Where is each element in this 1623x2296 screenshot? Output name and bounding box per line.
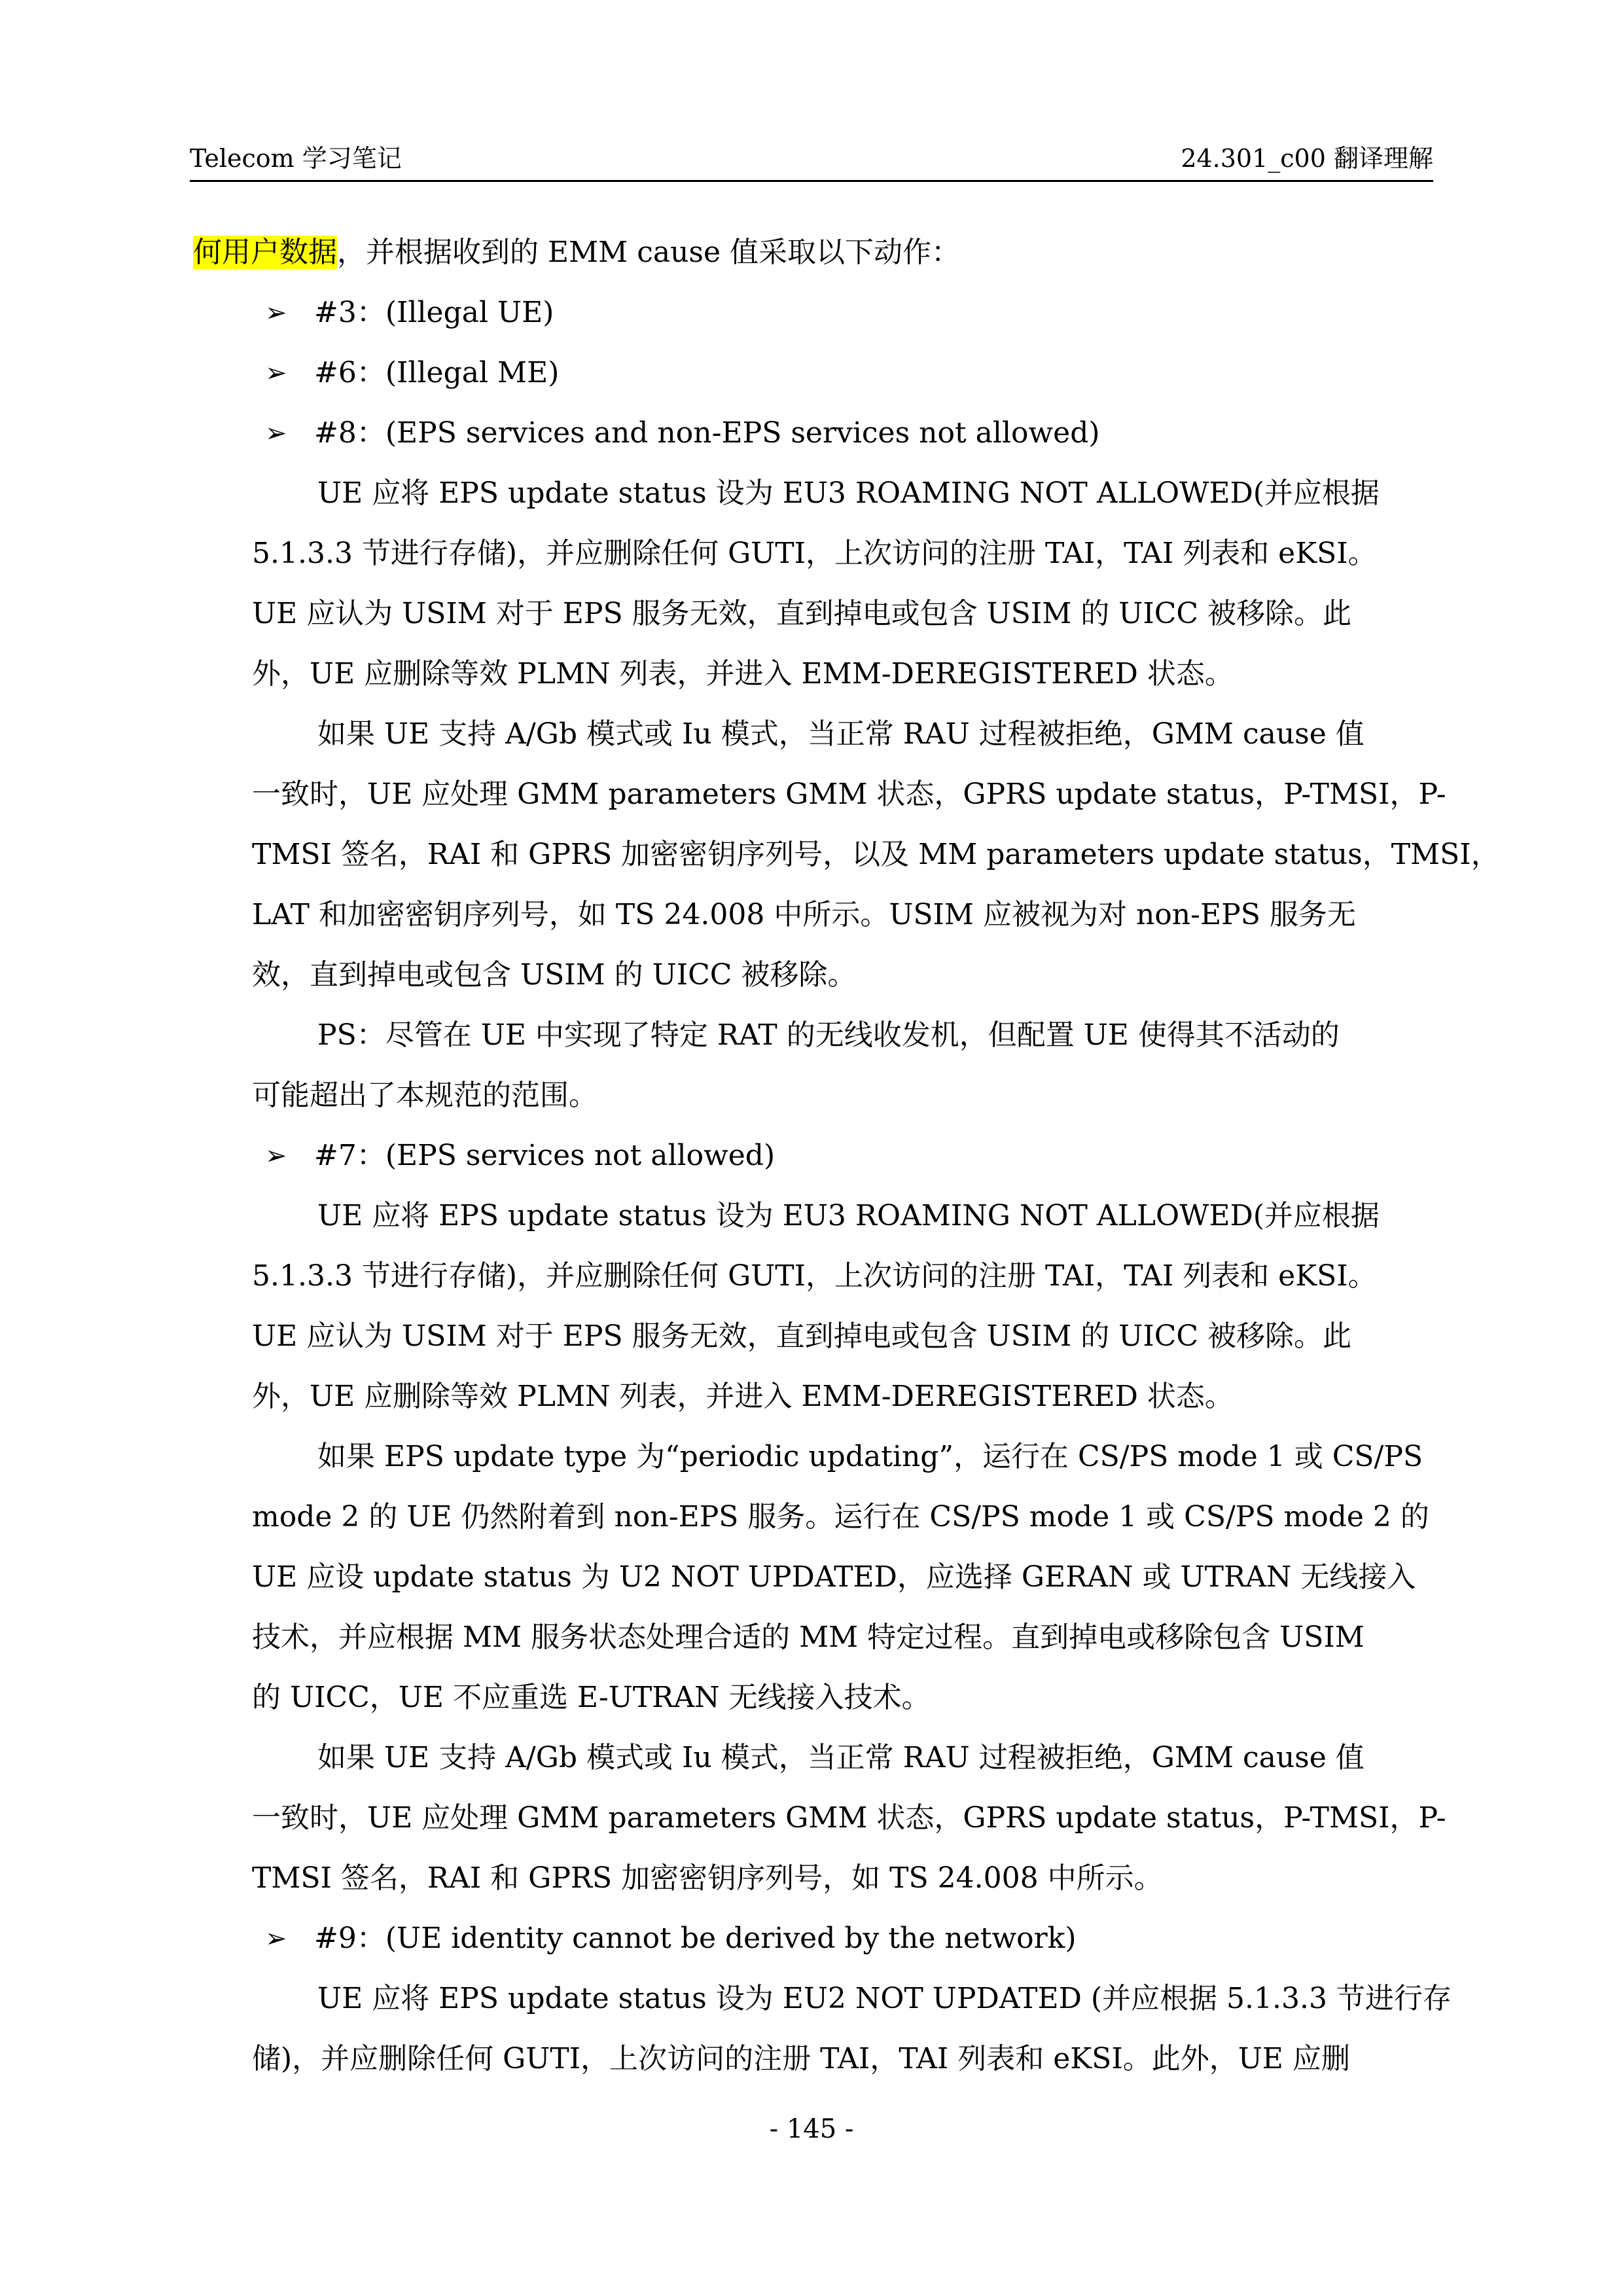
line-text: ，并根据收到的 EMM cause 值采取以下动作： [337, 236, 961, 269]
paragraph-line: 5.1.3.3 节进行存储)，并应删除任何 GUTI，上次访问的注册 TAI，TAI 列表和 eKSI。 [252, 537, 1377, 570]
paragraph-line: 的 UICC，UE 不应重选 E-UTRAN 无线接入技术。 [252, 1681, 931, 1714]
list-item-text: #6：(Illegal ME) [314, 356, 560, 389]
page-number: - 145 - [769, 2114, 854, 2144]
list-item [193, 1909, 1433, 1969]
arrow-bullet-icon: ➢ [265, 358, 287, 388]
paragraph-line: UE 应设 update status 为 U2 NOT UPDATED，应选择 GERAN 或 UTRAN 无线接入 [252, 1560, 1416, 1594]
paragraph-line: 如果 UE 支持 A/Gb 模式或 Iu 模式，当正常 RAU 过程被拒绝，GMM cause 值 [317, 1741, 1364, 1774]
paragraph-line: mode 2 的 UE 仍然附着到 non-EPS 服务。运行在 CS/PS mode 1 或 CS/PS mode 2 的 [252, 1500, 1429, 1534]
list-item [193, 343, 1433, 403]
list-item [193, 403, 1433, 463]
paragraph-line: 一致时，UE 应处理 GMM parameters GMM 状态，GPRS update status，P-TMSI，P- [252, 778, 1446, 811]
paragraph-line: LAT 和加密密钥序列号，如 TS 24.008 中所示。USIM 应被视为对 non-EPS 服务无 [252, 898, 1356, 931]
paragraph-line: 效，直到掉电或包含 USIM 的 UICC 被移除。 [252, 958, 857, 992]
page-body [193, 223, 1500, 2089]
paragraph-line: 5.1.3.3 节进行存储)，并应删除任何 GUTI，上次访问的注册 TAI，TAI 列表和 eKSI。 [252, 1259, 1377, 1293]
paragraph-line: UE 应认为 USIM 对于 EPS 服务无效，直到掉电或包含 USIM 的 UICC 被移除。此 [252, 597, 1352, 630]
list-item-text: #3：(Illegal UE) [314, 296, 554, 329]
list-item-text: #9：(UE identity cannot be derived by the network) [314, 1922, 1077, 1955]
paragraph-line: 如果 UE 支持 A/Gb 模式或 Iu 模式，当正常 RAU 过程被拒绝，GMM cause 值 [317, 717, 1364, 751]
arrow-bullet-icon: ➢ [265, 1141, 287, 1171]
paragraph-line: UE 应将 EPS update status 设为 EU3 ROAMING NOT ALLOWED(并应根据 [317, 476, 1380, 510]
header-title: Telecom 学习笔记 [190, 144, 402, 173]
paragraph-line: 如果 EPS update type 为“periodic updating”，运行在 CS/PS mode 1 或 CS/PS [317, 1440, 1423, 1473]
paragraph-line: TMSI 签名，RAI 和 GPRS 加密密钥序列号，以及 MM parameters update status，TMSI， [252, 838, 1500, 871]
arrow-bullet-icon: ➢ [265, 418, 287, 448]
paragraph-line: 储)，并应删除任何 GUTI，上次访问的注册 TAI，TAI 列表和 eKSI。此外，UE 应删 [252, 2042, 1350, 2075]
paragraph-line: 技术，并应根据 MM 服务状态处理合适的 MM 特定过程。直到掉电或移除包含 USIM [252, 1621, 1364, 1654]
paragraph-line: UE 应将 EPS update status 设为 EU2 NOT UPDATED (并应根据 5.1.3.3 节进行存 [317, 1982, 1452, 2015]
list-item [193, 1126, 1433, 1186]
page-header [190, 134, 1433, 182]
highlighted-text: 何用户数据 [193, 236, 337, 269]
paragraph-line: UE 应认为 USIM 对于 EPS 服务无效，直到掉电或包含 USIM 的 UICC 被移除。此 [252, 1319, 1352, 1353]
paragraph-line: 一致时，UE 应处理 GMM parameters GMM 状态，GPRS update status，P-TMSI，P- [252, 1801, 1446, 1835]
arrow-bullet-icon: ➢ [265, 298, 287, 328]
paragraph-line: 可能超出了本规范的范围。 [252, 1079, 597, 1112]
paragraph-line: TMSI 签名，RAI 和 GPRS 加密密钥序列号，如 TS 24.008 中所示。 [252, 1861, 1163, 1895]
arrow-bullet-icon: ➢ [265, 1924, 287, 1954]
paragraph-line: UE 应将 EPS update status 设为 EU3 ROAMING NOT ALLOWED(并应根据 [317, 1199, 1380, 1232]
list-item-text: #8：(EPS services and non-EPS services not allowed) [314, 416, 1100, 450]
paragraph-line [193, 223, 1433, 283]
paragraph-line: PS：尽管在 UE 中实现了特定 RAT 的无线收发机，但配置 UE 使得其不活动的 [317, 1018, 1340, 1052]
header-doc-ref: 24.301_c00 翻译理解 [1181, 144, 1433, 173]
list-item-text: #7：(EPS services not allowed) [314, 1139, 776, 1172]
list-item [193, 283, 1433, 343]
paragraph-line: 外，UE 应删除等效 PLMN 列表，并进入 EMM-DEREGISTERED 状态。 [252, 1380, 1234, 1413]
paragraph-line: 外，UE 应删除等效 PLMN 列表，并进入 EMM-DEREGISTERED 状态。 [252, 657, 1234, 691]
